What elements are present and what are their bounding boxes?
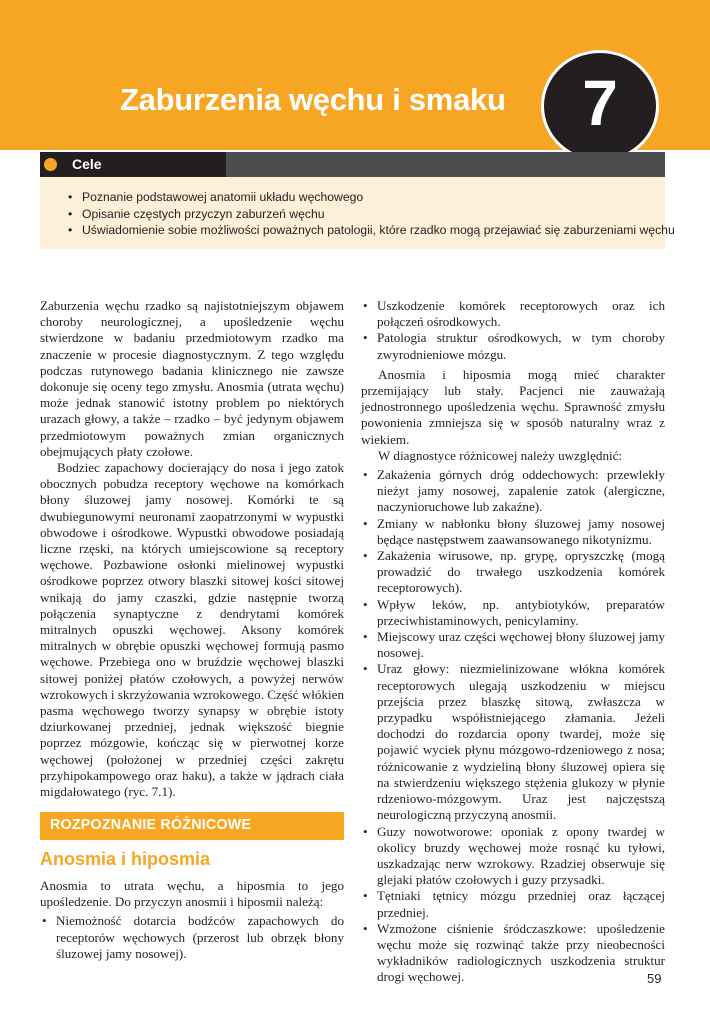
left-column bbox=[40, 298, 344, 800]
goals-header-bar bbox=[40, 152, 665, 177]
intro-paragraph: Zaburzenia węchu rzadko są najistotniejszym objawem choroby neurologicznej, a upośledzenie węchu stwierdzone w badaniu przedmiotowym rzadko ma znaczenie w procesie diagnostycznym. Z tego względu podczas rutynowego badania klinicznego nie zawsze dokonuje się oceny tego zmysłu. Anosmia (utrata węchu) może jednak stanowić istotny problem po niektórych urazach głowy, a także – rzadko – być jedynym objawem przedmiotowym poważnych zmian organicznych obejmujących płaty czołowe. bbox=[40, 298, 344, 459]
goals-bullet-icon bbox=[44, 158, 57, 171]
causes-list-continued bbox=[361, 298, 665, 363]
diagnosis-item: • Wzmożone ciśnienie śródczaszkowe: upośledzenie węchu może się rozwinąć także przy nieobecności wykładników radiologicznych uszkodzenia struktur drogi węchowej. bbox=[361, 921, 665, 986]
diagnosis-item: • Zakażenia wirusowe, np. grypę, opryszczkę (mogą prowadzić do trwałego uszkodzenia komórek receptorowych). bbox=[361, 548, 665, 597]
cause-item: • Patologia struktur ośrodkowych, w tym choroby zwyrodnieniowe mózgu. bbox=[361, 330, 665, 362]
cause-item: • Niemożność dotarcia bodźców zapachowych do receptorów węchowych (przerost lub obrzęk błony śluzowej jamy nosowej). bbox=[40, 913, 344, 962]
page-number: 59 bbox=[647, 971, 662, 986]
section-heading-bar bbox=[40, 812, 344, 840]
diagnosis-item: • Wpływ leków, np. antybiotyków, preparatów przeciwhistaminowych, penicylaminy. bbox=[361, 597, 665, 629]
goals-label: Cele bbox=[72, 156, 102, 172]
diagnostics-intro: W diagnostyce różnicowej należy uwzględnić: bbox=[378, 447, 623, 463]
goals-list bbox=[68, 189, 675, 239]
diagnostics-list bbox=[361, 467, 665, 986]
anatomy-paragraph: Bodziec zapachowy docierający do nosa i jego zatok obocznych pobudza receptory węchowe na komórkach błony śluzowej jamy nosowej. Komórki te są dwubiegunowymi neuronami zaopatrzonymi w wypustki obwodowe i ośrodkowe. Wypustki obwodowe posiadają liczne rzęski, na których umiejscowione są receptory węchowe. Pozbawione osłonki mielinowej wypustki ośrodkowe poprzez otwory blaszki sitowej kości sitowej wnikają do jamy czaszki, gdzie następnie tworzą połączenia synaptyczne z dendrytami komórek mitralnych opuszki węchowej. Aksony komórek mitralnych w obrębie opuszki węchowej formują pasmo węchowe. Przebiega ono w bruździe węchowej blaszki sitowej poniżej płatów czołowych, a powyżej nerwów wzrokowych i skrzyżowania wzrokowego. Część włókien pasma węchowego tworzy synapsy w obrębie istoty dziurkowanej przedniej, jednak większość biegnie poprzez mózgowie, kończąc się w pierwotnej korze węchowej (położonej w przedniej części zakrętu przyhipokampowego oraz haku), a także w jądrach ciała migdałowatego (ryc. 7.1). bbox=[40, 460, 344, 800]
goal-item: • Uświadomienie sobie możliwości poważnych patologii, które rzadko mogą przejawiać się zaburzeniami węchu bbox=[68, 222, 675, 239]
character-paragraph: Anosmia i hiposmia mogą mieć charakter przemijający lub stały. Pacjenci nie zauważają jednostronnego upośledzenia węchu. Sprawność zmysłu powonienia zmniejsza się w sposób naturalny wraz z wiekiem. bbox=[361, 366, 665, 447]
goal-item: • Opisanie częstych przyczyn zaburzeń węchu bbox=[68, 206, 675, 223]
diagnosis-item: • Guzy nowotworowe: oponiak z opony twardej w okolicy bruzdy węchowej może rosnąć ku tyłowi, uszkadzając nerw wzrokowy. Rzadziej obserwuje się glejaki płatów czołowych i guzy przysadki. bbox=[361, 824, 665, 889]
goal-item: • Poznanie podstawowej anatomii układu węchowego bbox=[68, 189, 675, 206]
chapter-title: Zaburzenia węchu i smaku bbox=[120, 82, 506, 117]
chapter-number-badge bbox=[541, 50, 659, 162]
diagnosis-item: • Uraz głowy: niezmielinizowane włókna komórek receptorowych ulegają uszkodzeniu w miejscu przejścia przez blaszkę sitową, zwłaszcza w przypadku współistniejącego złamania. Jeżeli dochodzi do rozdarcia opony twardej, może się pojawić wyciek płynu mózgowo-rdzeniowego z nosa; różnicowanie z wydzieliną błony śluzowej opiera się na stwierdzeniu większego stężenia glukozy w płynie rdzeniowo-mózgowym. Uraz jest najczęstszą neurologiczną przyczyną anosmii. bbox=[361, 661, 665, 823]
section-title: ROZPOZNANIE RÓŻNICOWE bbox=[50, 817, 252, 833]
diagnosis-item: • Miejscowy uraz części węchowej błony śluzowej jamy nosowej. bbox=[361, 629, 665, 661]
diagnosis-item: • Zakażenia górnych dróg oddechowych: przewlekły nieżyt jamy nosowej, zapalenie zatok (alergiczne, naczynioruchowe lub zakaźne). bbox=[361, 467, 665, 516]
causes-list bbox=[40, 913, 344, 962]
right-column bbox=[361, 298, 665, 986]
chapter-number: 7 bbox=[582, 67, 618, 139]
anosmia-section bbox=[40, 878, 344, 962]
goals-header-tab bbox=[40, 152, 226, 177]
anosmia-intro: Anosmia to utrata węchu, a hiposmia to jego upośledzenie. Do przyczyn anosmii i hiposmii należą: bbox=[40, 878, 344, 910]
subsection-title: Anosmia i hiposmia bbox=[40, 849, 211, 869]
diagnosis-item: • Zmiany w nabłonku błony śluzowej jamy nosowej będące następstwem zaawansowanego nikotynizmu. bbox=[361, 516, 665, 548]
diagnosis-item: • Tętniaki tętnicy mózgu przedniej oraz łączącej przedniej. bbox=[361, 888, 665, 920]
cause-item: • Uszkodzenie komórek receptorowych oraz ich połączeń ośrodkowych. bbox=[361, 298, 665, 330]
